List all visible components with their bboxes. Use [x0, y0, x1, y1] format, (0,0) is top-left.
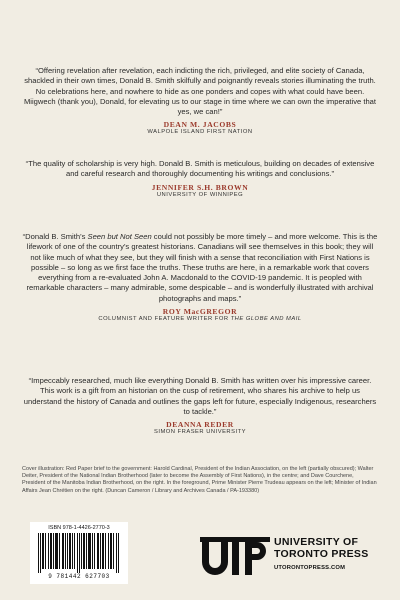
- publication-title: THE GLOBE AND MAIL: [230, 316, 302, 323]
- publisher-name: [274, 536, 369, 560]
- blurb-affiliation: [22, 316, 378, 323]
- blurb-brown: [22, 159, 378, 199]
- blurb-author: JENNIFER S.H. BROWN: [151, 182, 249, 192]
- blurb-author: ROY MacGREGOR: [162, 307, 238, 317]
- blurb-affiliation: UNIVERSITY OF WINNIPEG: [156, 191, 244, 198]
- affiliation-part: COLUMNIST AND FEATURE WRITER FOR: [98, 316, 231, 323]
- utp-logo-icon: [200, 533, 270, 577]
- blurb-reder: [22, 376, 378, 436]
- blurb-text-part: “Donald B. Smith’s: [22, 232, 88, 241]
- blurb-jacobs: [22, 66, 378, 136]
- isbn-label: ISBN 978-1-4426-2770-3: [48, 525, 110, 531]
- barcode-digits: 9 781442 627703: [48, 573, 110, 580]
- blurb-text: [22, 232, 378, 304]
- barcode-bars: [38, 533, 120, 573]
- blurb-affiliation: WALPOLE ISLAND FIRST NATION: [147, 129, 253, 136]
- publisher-url[interactable]: UTORONTOPRESS.COM: [274, 565, 346, 571]
- blurb-text-part: could not possibly be more timely – and more welcome. This is the lifework of one of the country’s greatest historians. Canadians will see themselves in this book; they will not like much of what they see, but they will finish with a sense that reconciliation with First Nations is possible – so long as we first face the truths. These truths are here, in a remarkable work that covers everything from a re-evaluated John A. Macdonald to the COVID-19 pandemic. It is peopled with remarkable characters – many admirable, some despicable – and is wonderfully illustrated with archival photographs and maps.”: [26, 232, 378, 303]
- publisher-name-line: UNIVERSITY OF: [274, 536, 359, 548]
- blurb-text: “The quality of scholarship is very high. Donald B. Smith is meticulous, building on decades of extensive and careful research and thoroughly documenting his writings and conclusions.”: [25, 159, 375, 179]
- blurb-text: “Offering revelation after revelation, each indicting the rich, privileged, and elite society of Canada, shackled in their own times, Donald B. Smith skilfully and poignantly reveals stories illuminating the truth. No celebrations here, and nowhere to hide as one ponders and copes with what could have been. Miigwech (thank you), Donald, for elevating us to our stage in time where we can own the imperative that yes, we can!”: [23, 66, 377, 117]
- blurb-affiliation: SIMON FRASER UNIVERSITY: [153, 429, 247, 436]
- blurb-author: DEAN M. JACOBS: [163, 120, 237, 130]
- publisher-name-line: TORONTO PRESS: [274, 548, 369, 560]
- book-title: Seen but Not Seen: [87, 232, 152, 241]
- barcode: [30, 522, 128, 584]
- blurb-text: “Impeccably researched, much like everything Donald B. Smith has written over his impressive career. This work is a gift from an historian on the cusp of retirement, who shares his archive to help us understand the history of Canada and outlines the gaps left for future, especially Indigenous, researchers to tackle.”: [23, 376, 377, 416]
- cover-illustration-credit: Cover illustration: Red Paper brief to the government: Harold Cardinal, President of the Indian Association, on the left (partially obscured); Walter Deiter, President of the National Indian Brotherhood (later to become the Assembly of First Nations), in the centre; and Dave Courchene, President of the Manitoba Indian Brotherhood, on the right. In the foreground, Prime Minister Pierre Trudeau appears on the left; Minister of Indian Affairs Jean Chrétien on the right. (Duncan Cameron / Library and Archives Canada / PA-193380): [22, 466, 377, 494]
- blurb-macgregor: [22, 232, 378, 323]
- blurb-author: DEANNA REDER: [166, 420, 234, 430]
